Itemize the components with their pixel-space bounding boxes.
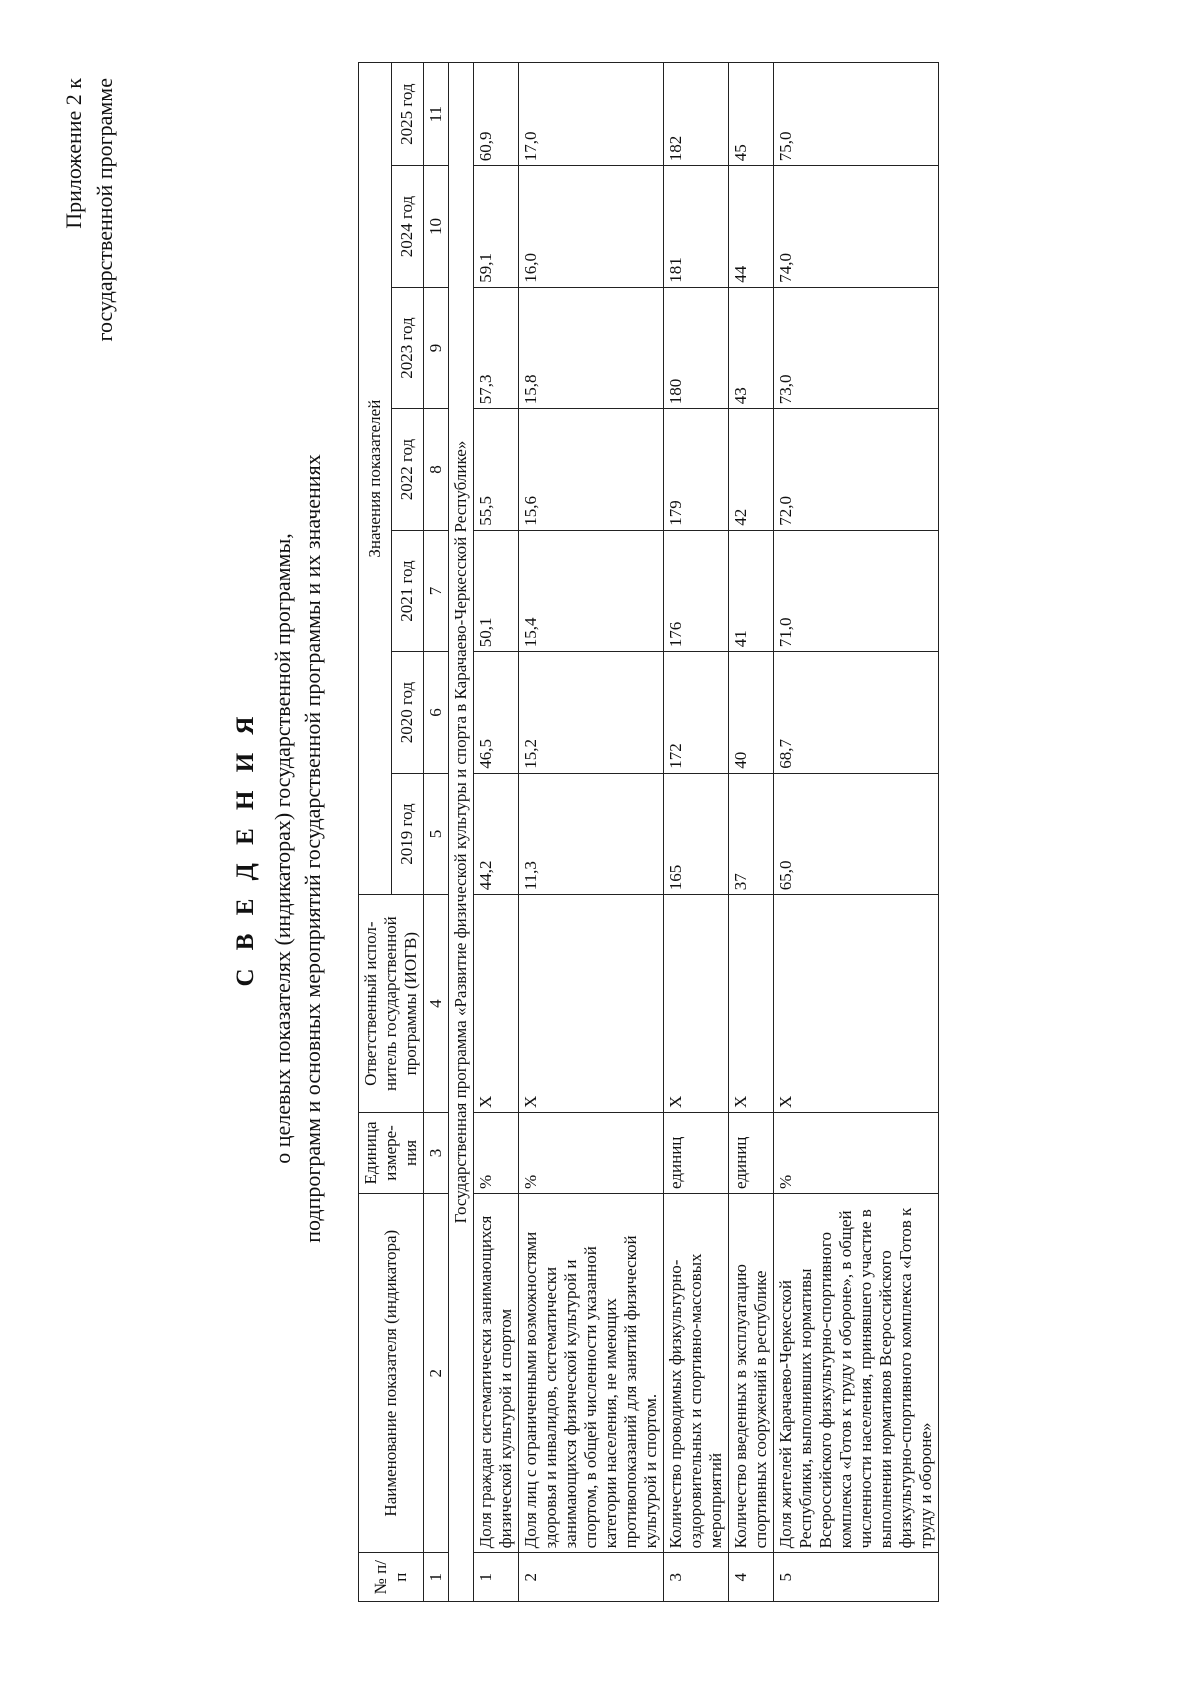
header-year: 2024 год — [391, 166, 424, 288]
row-value: 74,0 — [774, 166, 939, 288]
column-number: 6 — [424, 652, 449, 774]
column-number: 9 — [424, 287, 449, 409]
row-num: 1 — [474, 1553, 519, 1602]
table-row — [774, 63, 939, 1602]
row-value: 41 — [729, 530, 774, 652]
row-value: 11,3 — [519, 773, 664, 895]
row-num: 2 — [519, 1553, 664, 1602]
row-value: 15,2 — [519, 652, 664, 774]
document-title: С В Е Д Е Н И Я — [232, 710, 259, 987]
header-year: 2021 год — [391, 530, 424, 652]
header-num: № п/п — [359, 1553, 424, 1602]
row-executor: X — [664, 895, 729, 1113]
row-value: 44,2 — [474, 773, 519, 895]
table-row — [474, 63, 519, 1602]
row-value: 44 — [729, 166, 774, 288]
header-year: 2025 год — [391, 63, 424, 166]
column-number: 4 — [424, 895, 449, 1113]
column-number: 1 — [424, 1553, 449, 1602]
row-value: 72,0 — [774, 409, 939, 531]
header-year: 2020 год — [391, 652, 424, 774]
column-number: 10 — [424, 166, 449, 288]
row-value: 16,0 — [519, 166, 664, 288]
header-executor: Ответственный испол-нитель государственной программы (ИОГВ) — [359, 895, 424, 1113]
row-value: 71,0 — [774, 530, 939, 652]
row-value: 65,0 — [774, 773, 939, 895]
column-number: 2 — [424, 1193, 449, 1552]
row-num: 5 — [774, 1553, 939, 1602]
appendix-line-2: государственной программе — [92, 78, 117, 342]
row-value: 43 — [729, 287, 774, 409]
program-title-row — [449, 63, 474, 1602]
row-value: 40 — [729, 652, 774, 774]
row-value: 179 — [664, 409, 729, 531]
row-value: 42 — [729, 409, 774, 531]
row-indicator-name: Доля лиц с ограниченными возможностями здоровья и инвалидов, систематически занимающихся физической культурой и спортом, в общей численности указанной категории населения, не имеющих противопоказаний для занятий физической культурой и спортом. — [519, 1193, 664, 1552]
header-unit: Единица измере-ния — [359, 1112, 424, 1193]
row-num: 4 — [729, 1553, 774, 1602]
row-unit: % — [519, 1112, 664, 1193]
row-value: 75,0 — [774, 63, 939, 166]
row-value: 46,5 — [474, 652, 519, 774]
column-numbers-row — [424, 63, 449, 1602]
row-unit: % — [774, 1112, 939, 1193]
subtitle-line-2: подпрограмм и основных мероприятий государственной программы и их значениях — [300, 454, 325, 1243]
column-number: 11 — [424, 63, 449, 166]
row-executor: X — [474, 895, 519, 1113]
row-executor: X — [774, 895, 939, 1113]
appendix-line-1: Приложение 2 к — [61, 78, 86, 229]
indicators-table — [358, 62, 939, 1602]
column-number: 5 — [424, 773, 449, 895]
column-number: 7 — [424, 530, 449, 652]
row-indicator-name: Доля граждан систематически занимающихся физической культурой и спортом — [474, 1193, 519, 1552]
row-value: 15,8 — [519, 287, 664, 409]
row-value: 181 — [664, 166, 729, 288]
row-value: 172 — [664, 652, 729, 774]
row-value: 37 — [729, 773, 774, 895]
row-value: 57,3 — [474, 287, 519, 409]
header-values-group: Значения показателей — [359, 63, 392, 895]
row-value: 50,1 — [474, 530, 519, 652]
row-value: 180 — [664, 287, 729, 409]
header-year: 2019 год — [391, 773, 424, 895]
column-number: 3 — [424, 1112, 449, 1193]
row-unit: единиц — [729, 1112, 774, 1193]
table-row — [664, 63, 729, 1602]
row-unit: единиц — [664, 1112, 729, 1193]
row-indicator-name: Количество проводимых физкультурно-оздоровительных и спортивно-массовых мероприятий — [664, 1193, 729, 1552]
row-indicator-name: Доля жителей Карачаево-Черкесской Республики, выполнивших нормативы Всероссийского физкультурно-спортивного комплекса «Готов к труду и обороне», в общей численности населения, принявшего участие в выполнении нормативов Всероссийского физкультурно-спортивного комплекса «Готов к труду и обороне» — [774, 1193, 939, 1552]
row-value: 45 — [729, 63, 774, 166]
row-value: 15,4 — [519, 530, 664, 652]
table-row — [519, 63, 664, 1602]
row-value: 59,1 — [474, 166, 519, 288]
subtitle-line-1: о целевых показателях (индикаторах) государственной программы, — [270, 533, 295, 1164]
row-indicator-name: Количество введенных в эксплуатацию спортивных сооружений в республике — [729, 1193, 774, 1552]
row-value: 165 — [664, 773, 729, 895]
document-subtitle — [268, 0, 328, 1697]
header-row-1 — [359, 63, 392, 1602]
row-num: 3 — [664, 1553, 729, 1602]
row-value: 73,0 — [774, 287, 939, 409]
table-row — [729, 63, 774, 1602]
header-year: 2023 год — [391, 287, 424, 409]
header-year: 2022 год — [391, 409, 424, 531]
program-title: Государственная программа «Развитие физической культуры и спорта в Карачаево-Черкесской Республике» — [449, 63, 474, 1602]
header-name: Наименование показателя (индикатора) — [359, 1193, 424, 1552]
row-value: 60,9 — [474, 63, 519, 166]
appendix-note — [58, 78, 120, 341]
row-value: 17,0 — [519, 63, 664, 166]
row-value: 55,5 — [474, 409, 519, 531]
row-unit: % — [474, 1112, 519, 1193]
row-value: 176 — [664, 530, 729, 652]
row-value: 15,6 — [519, 409, 664, 531]
row-value: 182 — [664, 63, 729, 166]
row-executor: X — [729, 895, 774, 1113]
column-number: 8 — [424, 409, 449, 531]
row-value: 68,7 — [774, 652, 939, 774]
row-executor: X — [519, 895, 664, 1113]
